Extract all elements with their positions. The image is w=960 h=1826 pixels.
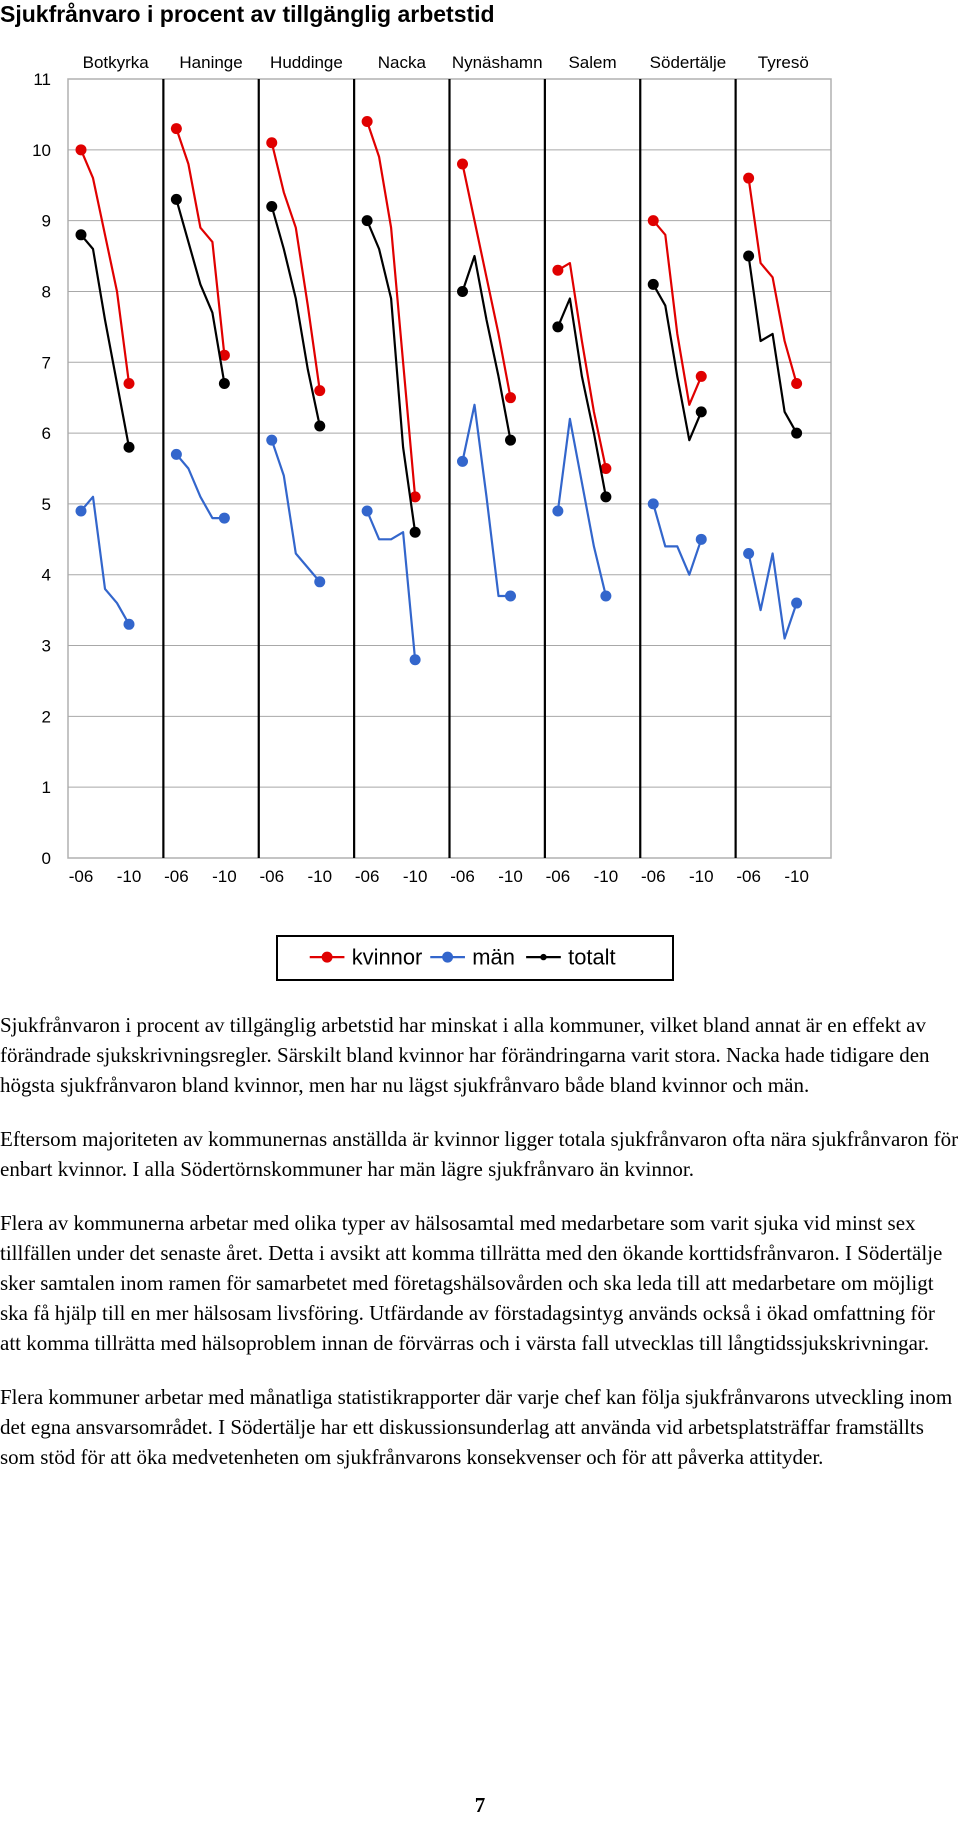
panel-label: Haninge	[179, 53, 243, 72]
paragraph: Flera kommuner arbetar med månatliga statistikrapporter där varje chef kan följa sjukfrånvarons utveckling inom det egna ansvarsområdet. I Södertälje har ett diskussionsunderlag att använda vid arbetsplatsträffar framställts som stöd för att öka medvetenheten om sjukfrånvarons konsekvenser och för att påverka attityder.	[0, 1385, 953, 1469]
data-point-totalt	[457, 286, 468, 297]
y-tick-label: 2	[41, 707, 51, 727]
data-point-kvinnor	[76, 144, 87, 155]
data-point-m-n	[696, 534, 707, 545]
data-point-m-n	[457, 456, 468, 467]
panel-label: Tyresö	[757, 53, 809, 72]
y-tick-label: 10	[32, 140, 51, 160]
legend-marker-kvinnor	[322, 952, 333, 963]
data-point-kvinnor	[791, 378, 802, 389]
data-point-m-n	[171, 449, 182, 460]
data-point-kvinnor	[743, 173, 754, 184]
x-tick-label: -10	[688, 867, 714, 886]
x-tick-label: -06	[259, 867, 285, 886]
x-tick-label: -06	[354, 867, 380, 886]
data-point-m-n	[648, 498, 659, 509]
y-tick-label: 6	[41, 424, 51, 444]
data-point-m-n	[791, 598, 802, 609]
panel-label: Södertälje	[649, 53, 727, 72]
data-point-totalt	[76, 229, 87, 240]
paragraph: Sjukfrånvaron i procent av tillgänglig arbetstid har minskat i alla kommuner, vilket bland annat är en effekt av förändrade sjukskrivningsregler. Särskilt bland kvinnor har förändringarna varit stora. Nacka hade tidigare den högsta sjukfrånvaron bland kvinnor, men har nu lägst sjukfrånvaro både bland kvinnor och män.	[0, 1013, 930, 1097]
data-point-totalt	[696, 406, 707, 417]
data-point-m-n	[600, 590, 611, 601]
x-tick-label: -06	[545, 867, 571, 886]
data-point-m-n	[505, 590, 516, 601]
data-point-totalt	[505, 435, 516, 446]
data-point-totalt	[552, 321, 563, 332]
paragraph: Flera av kommunerna arbetar med olika typer av hälsosamtal med medarbetare som varit sjuka vid minst sex tillfällen under det senaste året. Detta i avsikt att komma tillrätta med den ökande korttidsfrånvaron. I Södertälje sker samtalen inom ramen för samarbetet med företagshälsovården och ska leda till att medarbetare om möjligt ska få hjälp till en mer hälsosam livsföring. Utfärdande av förstadagsintyg används också i ökad omfattning för att komma tillrätta med hälsoproblem innan de förvärras och i värsta fall utvecklas till långtidssjukskrivningar.	[0, 1211, 943, 1355]
chart-legend	[276, 935, 674, 981]
data-point-totalt	[266, 201, 277, 212]
legend-marker-totalt	[540, 954, 546, 960]
data-point-totalt	[743, 251, 754, 262]
x-tick-label: -10	[498, 867, 523, 886]
data-point-m-n	[266, 435, 277, 446]
data-point-kvinnor	[696, 371, 707, 382]
data-point-totalt	[171, 194, 182, 205]
legend-label-m-n: män	[472, 944, 515, 970]
y-tick-label: 1	[41, 778, 51, 798]
data-point-m-n	[743, 548, 754, 559]
legend-label-totalt: totalt	[568, 944, 616, 970]
y-tick-label: 4	[41, 565, 51, 585]
data-point-totalt	[219, 378, 230, 389]
data-point-kvinnor	[171, 123, 182, 134]
y-tick-label: 11	[33, 70, 51, 89]
x-tick-label: -10	[784, 867, 809, 886]
data-point-m-n	[552, 505, 563, 516]
panel-label: Huddinge	[270, 53, 343, 72]
x-tick-label: -10	[116, 867, 142, 886]
data-point-m-n	[410, 654, 421, 665]
data-point-m-n	[362, 505, 373, 516]
y-tick-label: 8	[41, 282, 51, 302]
y-tick-label: 5	[41, 494, 51, 514]
x-tick-label: -06	[450, 867, 475, 886]
panel-label: Salem	[568, 53, 617, 72]
x-tick-label: -10	[307, 867, 333, 886]
x-tick-label: -10	[593, 867, 619, 886]
page-title: Sjukfrånvaro i procent av tillgänglig arbetstid	[0, 1, 495, 27]
data-point-kvinnor	[362, 116, 373, 127]
data-point-kvinnor	[124, 378, 135, 389]
data-point-m-n	[76, 505, 87, 516]
data-point-kvinnor	[505, 392, 516, 403]
x-tick-label: -06	[68, 867, 94, 886]
sickness-absence-chart	[0, 30, 960, 910]
x-tick-label: -10	[212, 867, 237, 886]
panel-label: Nacka	[377, 53, 426, 72]
data-point-kvinnor	[314, 385, 325, 396]
data-point-kvinnor	[552, 265, 563, 276]
legend-label-kvinnor: kvinnor	[351, 944, 423, 970]
data-point-kvinnor	[457, 158, 468, 169]
data-point-totalt	[600, 491, 611, 502]
paragraph: Eftersom majoriteten av kommunernas anställda är kvinnor ligger totala sjukfrånvaron ofta nära sjukfrånvaron för enbart kvinnor. I alla Södertörnskommuner har män lägre sjukfrånvaro än kvinnor.	[0, 1127, 959, 1181]
data-point-totalt	[314, 421, 325, 432]
y-tick-label: 0	[41, 849, 51, 868]
data-point-totalt	[648, 279, 659, 290]
data-point-m-n	[219, 513, 230, 524]
legend-marker-m-n	[442, 952, 453, 963]
y-tick-label: 3	[41, 636, 51, 656]
data-point-totalt	[791, 428, 802, 439]
x-tick-label: -06	[164, 867, 189, 886]
data-point-totalt	[410, 527, 421, 538]
panel-label: Nynäshamn	[451, 53, 543, 72]
x-tick-label: -06	[736, 867, 761, 886]
body-text	[0, 1010, 960, 1496]
data-point-m-n	[124, 619, 135, 630]
data-point-totalt	[362, 215, 373, 226]
data-point-totalt	[124, 442, 135, 453]
page-number: 7	[474, 1793, 486, 1817]
data-point-m-n	[314, 576, 325, 587]
panel-label: Botkyrka	[82, 53, 149, 72]
y-tick-label: 7	[41, 353, 51, 373]
y-tick-label: 9	[41, 211, 51, 231]
data-point-kvinnor	[648, 215, 659, 226]
x-tick-label: -06	[640, 867, 666, 886]
data-point-kvinnor	[266, 137, 277, 148]
x-tick-label: -10	[402, 867, 428, 886]
